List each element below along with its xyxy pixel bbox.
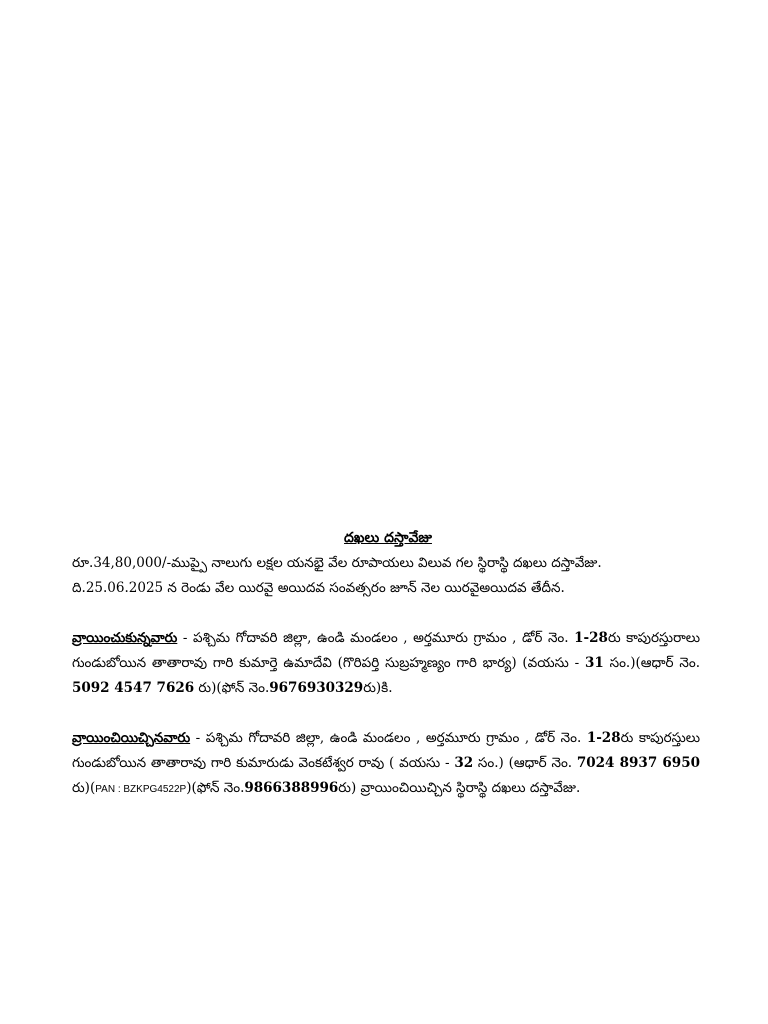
donor-phone-prefix: )(ఫోన్ నెం.: [186, 780, 245, 796]
recipient-suffix: రు)కి.: [363, 680, 393, 696]
recipient-door-number: 1-28: [574, 630, 608, 646]
donor-door-number: 1-28: [586, 730, 621, 746]
donor-pan-number: PAN : BZKPG4522P: [95, 784, 187, 795]
spacer: [72, 701, 700, 726]
recipient-label: వ్రాయించుకున్నవారు: [72, 630, 178, 646]
donor-paragraph: [72, 726, 700, 802]
document-title: దఖలు దస్తావేజు: [344, 530, 432, 546]
donor-address-text: - పశ్చిమ గోదావరి జిల్లా, ఉండి మండలం , అర్తమూరు గ్రామం , డోర్ నెం.: [190, 730, 587, 746]
recipient-paragraph: [72, 626, 700, 701]
amount-line: రూ.34,80,000/-ముప్పై నాలుగు లక్షల యనభై వేల రూపాయలు విలువ గల స్థిరాస్థి దఖలు దస్తావేజు.: [72, 555, 602, 571]
donor-label: వ్రాయించియిచ్చినవారు: [72, 730, 191, 746]
date-line: ది.25.06.2025 న రెండు వేల యిరవై అయిదవ సంవత్సరం జూన్ నెల యిరవైఅయిదవ తేదీన.: [72, 580, 565, 596]
donor-description-text: రు కాపురస్తులు గుండుబోయిన తాతారావు గారి కుమారుడు వెంకటేశ్వర రావు ( వయసు -: [72, 730, 700, 771]
spacer: [72, 601, 700, 626]
document-body: [72, 526, 700, 802]
recipient-address-text: - పశ్చిమ గోదావరి జిల్లా, ఉండి మండలం , అర్తమూరు గ్రామం , డోర్ నెం.: [177, 630, 575, 646]
donor-suffix: రు) వ్రాయించియిచ్చిన స్థిరాస్థి దఖలు దస్తావేజు.: [338, 780, 581, 796]
donor-pan-prefix: రు)(: [72, 780, 96, 796]
donor-phone-number: 9866388996: [244, 780, 339, 796]
recipient-phone-prefix: రు)(ఫోన్ నెం.: [194, 680, 270, 696]
donor-aadhaar-number: 7024 8937 6950: [576, 755, 700, 771]
recipient-description-text: రు కాపురస్తురాలు గుండుబోయిన తాతారావు గారి కుమార్తె ఉమాదేవి (గొరిపర్తి సుబ్రహ్మణ్యం గారి భార్య) (వయసు -: [72, 630, 700, 671]
recipient-phone-number: 9676930329: [269, 680, 364, 696]
donor-aadhaar-prefix: సం.) (ఆధార్ నెం.: [473, 755, 577, 771]
recipient-aadhaar-prefix: సం.)(ఆధార్ నెం.: [603, 655, 700, 671]
donor-age: 32: [454, 755, 474, 771]
recipient-age: 31: [584, 655, 604, 671]
recipient-aadhaar-number: 5092 4547 7626: [72, 680, 195, 696]
